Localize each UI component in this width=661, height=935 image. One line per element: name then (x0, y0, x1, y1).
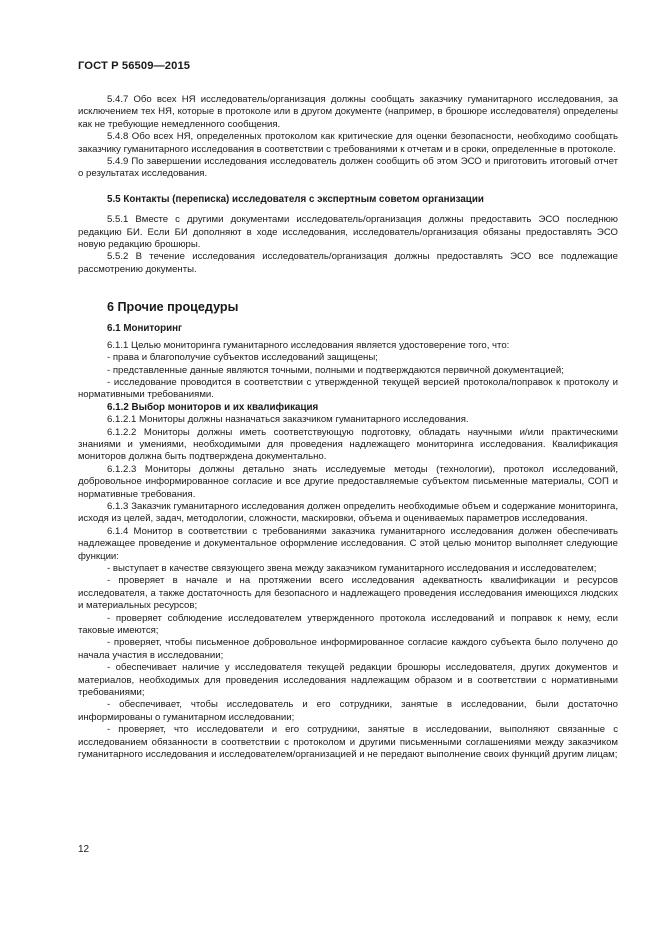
paragraph-5-4-9: 5.4.9 По завершении исследования исследователь должен сообщить об этом ЭСО и приготовить итоговый отчет о результатах исследования. (78, 156, 618, 180)
paragraph-6-1-1: 6.1.1 Целью мониторинга гуманитарного исследования является удостоверение того, что: (107, 339, 510, 351)
paragraph-6-1-2-2: 6.1.2.2 Мониторы должны иметь соответствующую подготовку, обладать научными и/или практическими знаниями и умениями, необходимыми для проведения надлежащего мониторинга исследования. Квалификация мониторов должна быть подтверждена документально. (78, 426, 618, 463)
list-item: - выступает в качестве связующего звена между заказчиком гуманитарного исследования и исследователем; (107, 563, 597, 574)
heading-5-5: 5.5 Контакты (переписка) исследователя с экспертным советом организации (107, 193, 484, 205)
paragraph-6-1-2-1: 6.1.2.1 Мониторы должны назначаться заказчиком гуманитарного исследования. (107, 414, 469, 426)
heading-6-1: 6.1 Мониторинг (107, 323, 183, 335)
paragraph-5-5-1: 5.5.1 Вместе с другими документами исследователь/организация должны предоставить ЭСО последнюю редакцию БИ. Если БИ дополняют в ходе исследования, исследователь/организация обязаны предоставлять ЭСО новую редакцию брошюры. (78, 214, 618, 251)
paragraph-6-1-2-3: 6.1.2.3 Мониторы должны детально знать исследуемые методы (технологии), протокол исследований, добровольное информированное согласие и все другие предоставляемые субъектом письменные материалы, СОП и нормативные требования. (78, 463, 618, 500)
list-item: - проверяет, что исследователи и его сотрудники, занятые в исследовании, выполняют связанные с исследованием обязанности в соответствии с протоколом и другими письменными соглашениями между заказчиком гуманитарного исследования и исследователем/организацией и не передают выполнение своих функций другим лицам; (78, 724, 618, 761)
document-header: ГОСТ Р 56509—2015 (78, 60, 191, 72)
document-body (78, 94, 618, 762)
paragraph-5-4-8: 5.4.8 Обо всех НЯ, определенных протоколом как критические для оценки безопасности, необходимо сообщать заказчику гуманитарного исследования в соответствии с требованиями к отчетам и в сроки, определенные в протоколе. (78, 131, 618, 155)
page-number: 12 (78, 844, 90, 855)
paragraph-5-5-2: 5.5.2 В течение исследования исследователь/организация должны предоставлять ЭСО все подлежащие рассмотрению документы. (78, 251, 618, 275)
paragraph-6-1-4: 6.1.4 Монитор в соответствии с требованиями заказчика гуманитарного исследования должен обеспечивать надлежащее проведение и документальное оформление исследования. С этой целью монитор выполняет следующие функции: (78, 525, 618, 562)
list-item: - обеспечивает, чтобы исследователь и его сотрудники, занятые в исследовании, были достаточно информированы о гуманитарном исследовании; (78, 699, 618, 723)
list-item: - представленные данные являются точными, полными и подтверждаются первичной документацией; (107, 364, 564, 376)
list-item: - проверяет соблюдение исследователем утвержденного протокола исследований и поправок к нему, если таковые имеются; (78, 612, 618, 637)
list-item: - исследование проводится в соответствии с утвержденной текущей версией протокола/поправок к протоколу и нормативными требованиями. (78, 376, 618, 401)
heading-6-1-2: 6.1.2 Выбор мониторов и их квалификация (107, 401, 319, 413)
heading-6: 6 Прочие процедуры (107, 300, 239, 315)
paragraph-5-4-7: 5.4.7 Обо всех НЯ исследователь/организация должны сообщать заказчику гуманитарного исследования, за исключением тех НЯ, которые в протоколе или в другом документе (например, в брошюре исследователя) определены как не требующие немедленного сообщения. (78, 94, 618, 130)
paragraph-6-1-3: 6.1.3 Заказчик гуманитарного исследования должен определить необходимые объем и содержание мониторинга, исходя из целей, задач, методологии, сложности, маскировки, объема и оцениваемых параметров исследования. (78, 500, 618, 525)
list-item: - проверяет в начале и на протяжении всего исследования адекватность квалификации и ресурсов исследователя, а также достаточность для безопасного и надлежащего проведения исследования имеющихся людских и материальных ресурсов; (78, 575, 618, 612)
list-item: - проверяет, чтобы письменное добровольное информированное согласие каждого субъекта было получено до начала участия в исследовании; (78, 637, 618, 661)
list-item: - права и благополучие субъектов исследований защищены; (107, 352, 378, 364)
list-item: - обеспечивает наличие у исследователя текущей редакции брошюры исследователя, других документов и материалов, необходимых для проведения исследования надлежащим образом и в соответствии с нормативными требованиями; (78, 662, 618, 699)
